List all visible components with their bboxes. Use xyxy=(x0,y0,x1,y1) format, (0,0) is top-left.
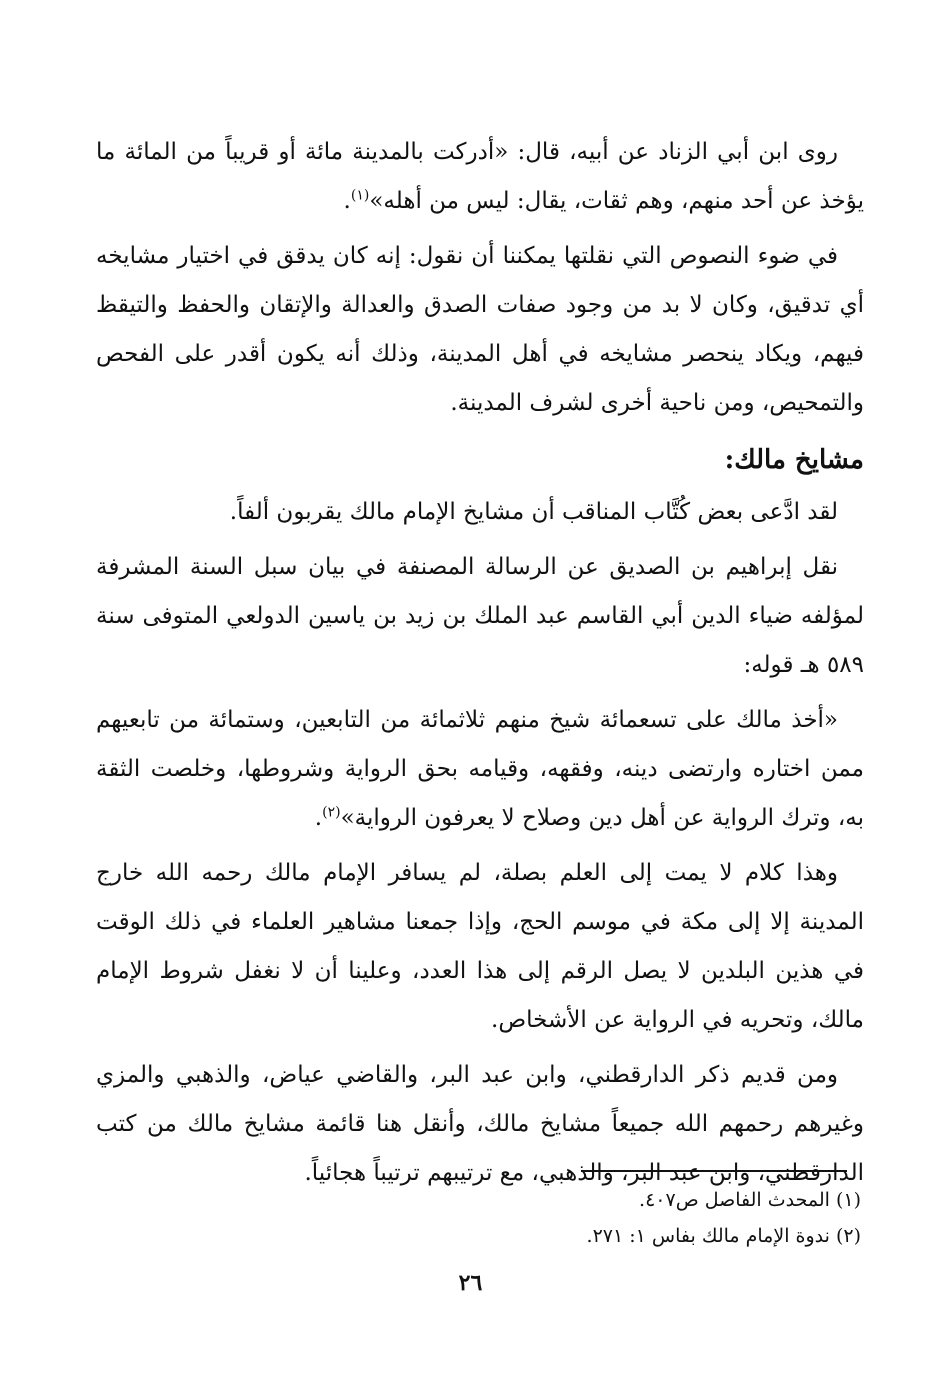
section-heading: مشايخ مالك: xyxy=(724,445,864,475)
paragraph-ibn-abi-zinad xyxy=(96,128,864,226)
paragraph-tail: . xyxy=(343,188,351,214)
page-body xyxy=(96,128,864,1204)
paragraph-text: نقل إبراهيم بن الصديق عن الرسالة المصنفة في بيان سبل السنة المشرفة لمؤلفه ضياء الدين أبي القاسم عبد الملك بن زيد بن ياسين الدولعي المتوفى سنة ٥٨٩ هـ قوله: xyxy=(96,554,864,678)
footnote-divider xyxy=(581,1170,847,1172)
paragraph-text: «أخذ مالك على تسعمائة شيخ منهم ثلاثمائة من التابعين، وستمائة من تابعيهم ممن اختاره وارتضى دينه، وفقهه، وقيامه بحق الرواية وشروطها، وخلصت الثقة به، وترك الرواية عن أهل دين وصلاح لا يعرفون الرواية» xyxy=(96,707,864,831)
paragraph-tail: . xyxy=(314,805,323,831)
footnotes xyxy=(161,1182,861,1254)
footnote-2: (٢) ندوة الإمام مالك بفاس ١: ٢٧١. xyxy=(586,1225,861,1247)
page-number: ٢٦ xyxy=(458,1270,483,1296)
paragraph-sources xyxy=(96,1051,864,1198)
paragraph-text: ومن قديم ذكر الدارقطني، وابن عبد البر، والقاضي عياض، والذهبي والمزي وغيرهم رحمهم الله جميعاً مشايخ مالك، وأنقل هنا قائمة مشايخ مالك من كتب الدارقطني، وابن عبد البر، والذهبي، مع ترتيبهم ترتيباً هجائياً. xyxy=(96,1062,864,1186)
paragraph-text: في ضوء النصوص التي نقلتها يمكننا أن نقول: إنه كان يدقق في اختيار مشايخه أي تدقيق، وكان لا بد من وجود صفات الصدق والعدالة والإتقان والحفظ والتيقظ فيهم، ويكاد ينحصر مشايخه في أهل المدينة، وذلك أنه يكون أقدر على الفحص والتمحيص، ومن ناحية أخرى لشرف المدينة. xyxy=(96,243,864,416)
paragraph-selection-criteria xyxy=(96,232,864,428)
paragraph-text: روى ابن أبي الزناد عن أبيه، قال: «أدركت بالمدينة مائة أو قريباً من المائة ما يؤخذ عن أحد منهم، وهم ثقات، يقال: ليس من أهله» xyxy=(96,139,864,214)
paragraph-claim-thousand xyxy=(96,488,864,537)
footnote-ref-1: (١) xyxy=(350,187,370,204)
paragraph-text: وهذا كلام لا يمت إلى العلم بصلة، لم يسافر الإمام مالك رحمه الله خارج المدينة إلا إلى مكة في موسم الحج، وإذا جمعنا مشاهير العلماء في ذلك الوقت في هذين البلدين لا يصل الرقم إلى هذا العدد، وعلينا أن لا نغفل شروط الإمام مالك، وتحريه في الرواية عن الأشخاص. xyxy=(96,860,864,1033)
paragraph-ibrahim-quote-intro xyxy=(96,543,864,690)
footnote-1: (١) المحدث الفاصل ص٤٠٧. xyxy=(639,1189,861,1211)
paragraph-quotation xyxy=(96,696,864,843)
paragraph-text: لقد ادَّعى بعض كُتَّاب المناقب أن مشايخ الإمام مالك يقربون ألفاً. xyxy=(229,499,838,525)
footnote-ref-2: (٢) xyxy=(322,804,341,821)
paragraph-critique xyxy=(96,849,864,1045)
